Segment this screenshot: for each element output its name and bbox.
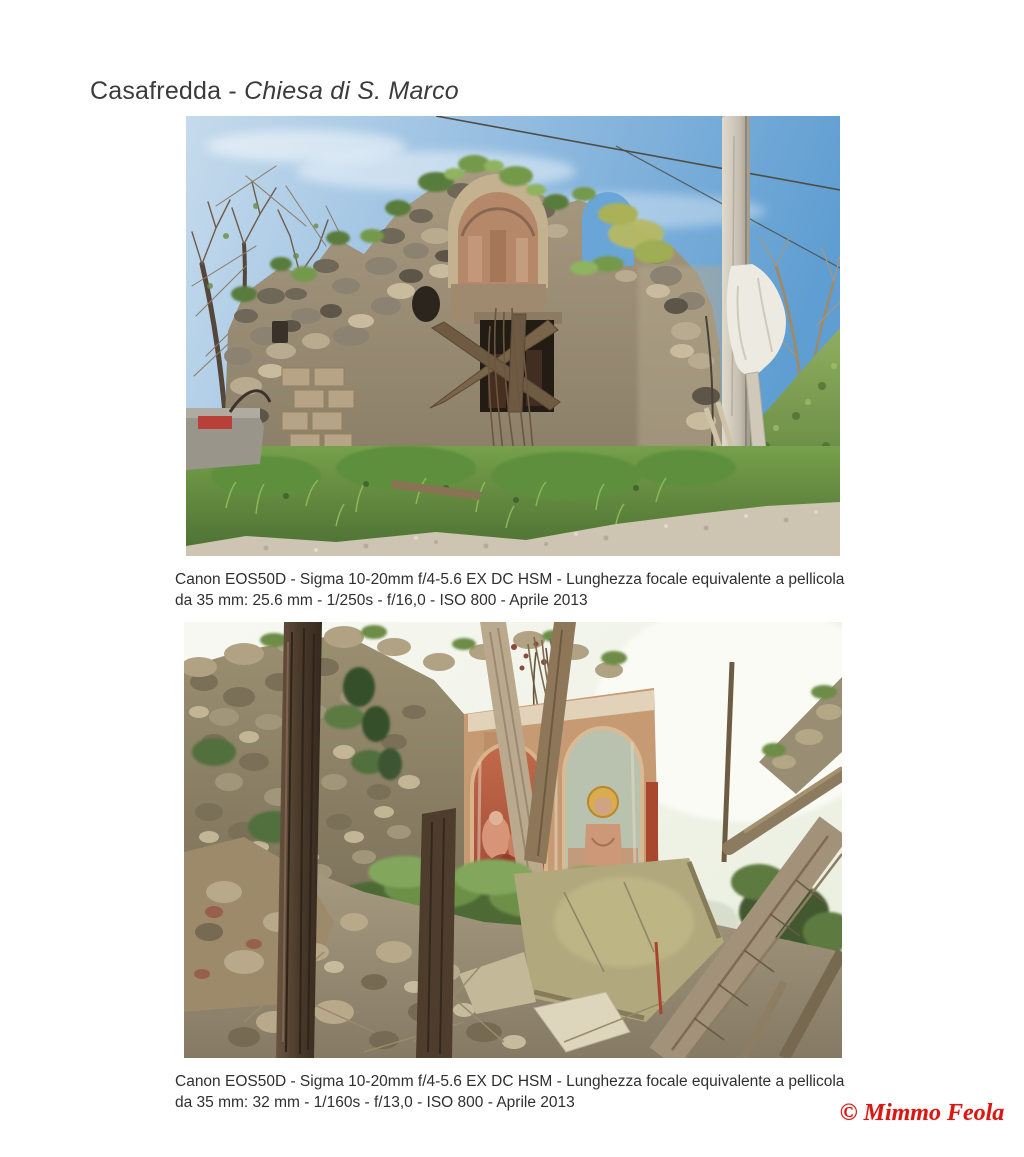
title-location: Casafredda -: [90, 77, 245, 105]
caption-1-line-1: Canon EOS50D - Sigma 10-20mm f/4-5.6 EX DC HSM - Lunghezza focale equivalente a pellicola: [175, 571, 845, 588]
photo-church-interior: [184, 622, 842, 1058]
caption-2-line-2: da 35 mm: 32 mm - 1/160s - f/13,0 - ISO 800 - Aprile 2013: [175, 1094, 575, 1111]
copyright-signature: © Mimmo Feola: [839, 1100, 1005, 1126]
caption-2-line-1: Canon EOS50D - Sigma 10-20mm f/4-5.6 EX DC HSM - Lunghezza focale equivalente a pellicola: [175, 1073, 845, 1090]
photo-caption-1: [175, 569, 875, 611]
wooden-pole-left: [276, 622, 322, 1058]
photo-caption-2: [175, 1071, 875, 1113]
arched-niche: [448, 174, 548, 322]
title-church-name: Chiesa di S. Marco: [244, 77, 459, 105]
caption-1-line-2: da 35 mm: 25.6 mm - 1/250s - f/16,0 - ISO 800 - Aprile 2013: [175, 592, 588, 609]
wooden-trunk-center: [416, 808, 456, 1058]
photo-church-facade: [186, 116, 840, 556]
photo-church-facade-art: [186, 116, 840, 556]
photo-church-interior-art: [184, 622, 842, 1058]
page-title: [90, 76, 459, 106]
